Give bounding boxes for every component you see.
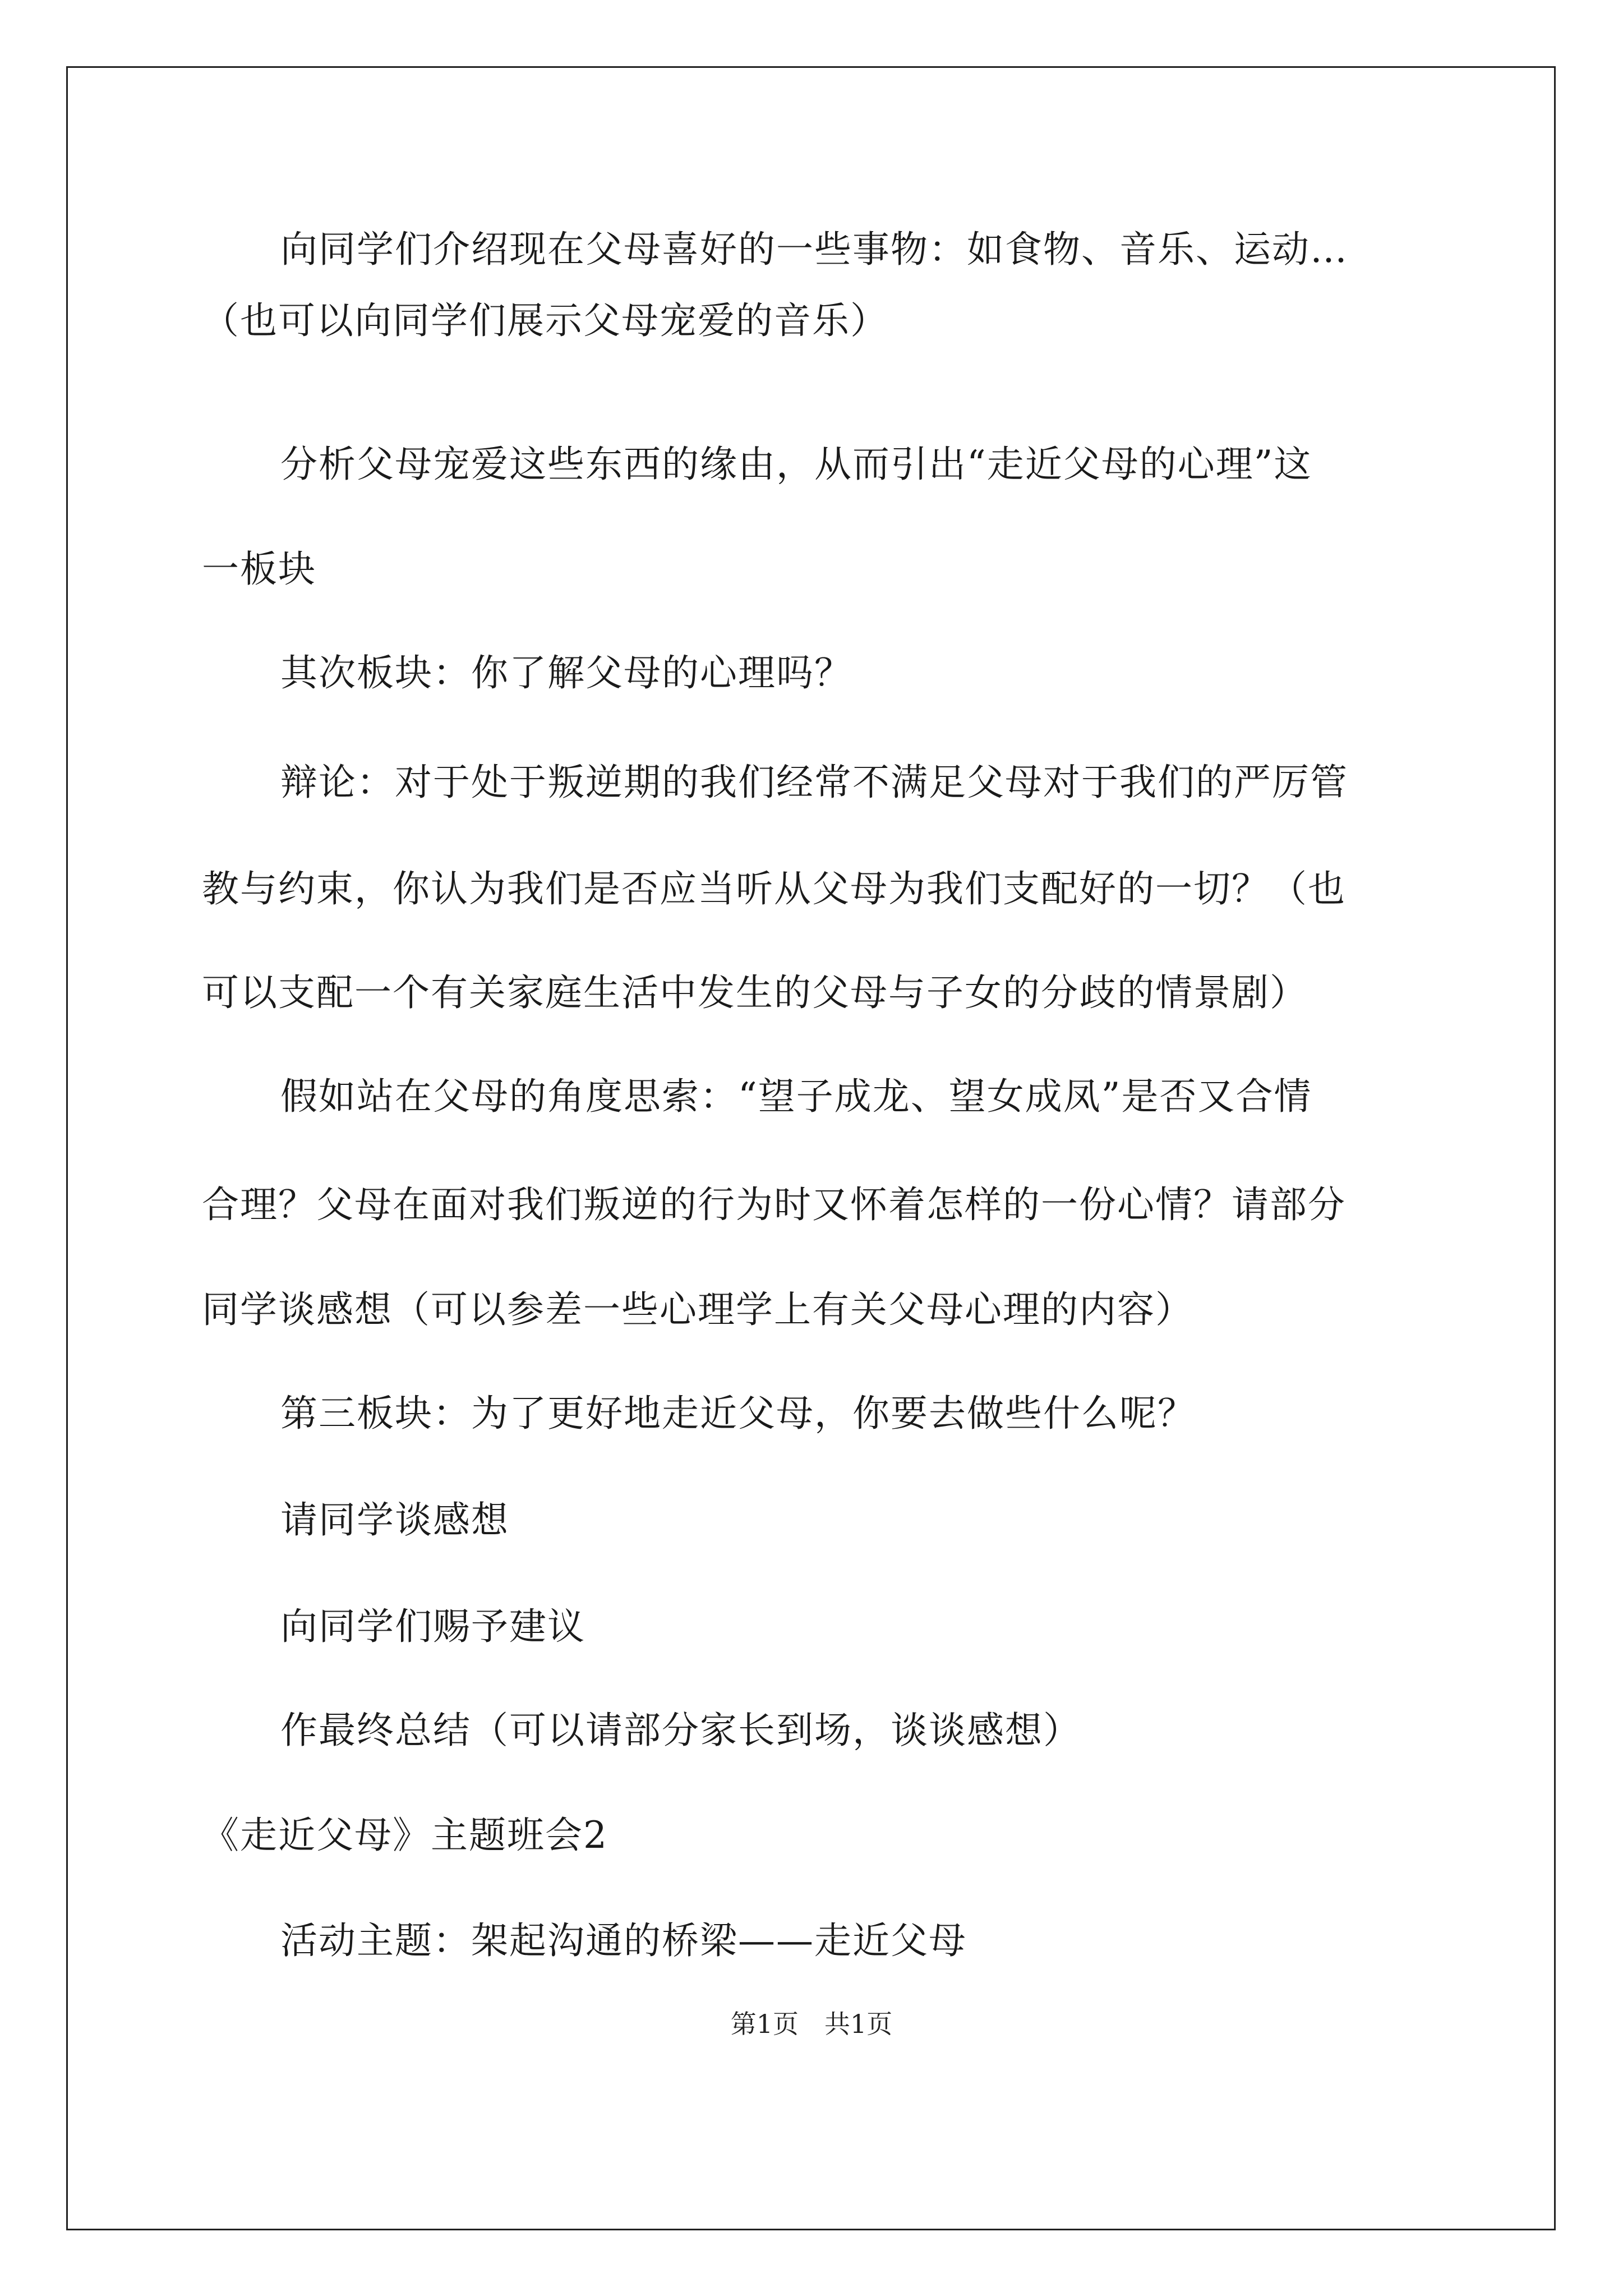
paragraph-line: 向同学们介绍现在父母喜好的一些事物：如食物、音乐、运动… xyxy=(280,228,1348,271)
paragraph-line: 教与约束，你认为我们是否应当听从父母为我们支配好的一切？（也 xyxy=(202,867,1346,910)
paragraph-line: 作最终总结（可以请部分家长到场，谈谈感想） xyxy=(280,1709,1081,1752)
paragraph-line: 请同学谈感想 xyxy=(280,1498,509,1542)
document-title: 《走近父母》主题班会2 xyxy=(202,1814,608,1857)
paragraph-line: 活动主题：架起沟通的桥梁——走近父母 xyxy=(280,1919,967,1962)
page-footer: 第1页 共1页 xyxy=(730,2009,893,2039)
section-heading: 其次板块：你了解父母的心理吗？ xyxy=(280,651,852,694)
paragraph-line: 一板块 xyxy=(202,547,316,591)
paragraph-line: 分析父母宠爱这些东西的缘由，从而引出“走近父母的心理”这 xyxy=(280,443,1312,486)
paragraph-line: 辩论：对于处于叛逆期的我们经常不满足父母对于我们的严厉管 xyxy=(280,761,1348,804)
paragraph-line: 同学谈感想（可以参差一些心理学上有关父母心理的内容） xyxy=(202,1288,1193,1331)
paragraph-line: （也可以向同学们展示父母宠爱的音乐） xyxy=(202,299,888,342)
page-border xyxy=(66,66,1556,2230)
paragraph-line: 向同学们赐予建议 xyxy=(280,1605,585,1648)
section-heading: 第三板块：为了更好地走近父母，你要去做些什么呢？ xyxy=(280,1392,1196,1435)
paragraph-line: 假如站在父母的角度思索：“望子成龙、望女成凤”是否又合情 xyxy=(280,1075,1312,1118)
paragraph-line: 合理？父母在面对我们叛逆的行为时又怀着怎样的一份心情？请部分 xyxy=(202,1183,1346,1226)
paragraph-line: 可以支配一个有关家庭生活中发生的父母与子女的分歧的情景剧） xyxy=(202,971,1308,1014)
